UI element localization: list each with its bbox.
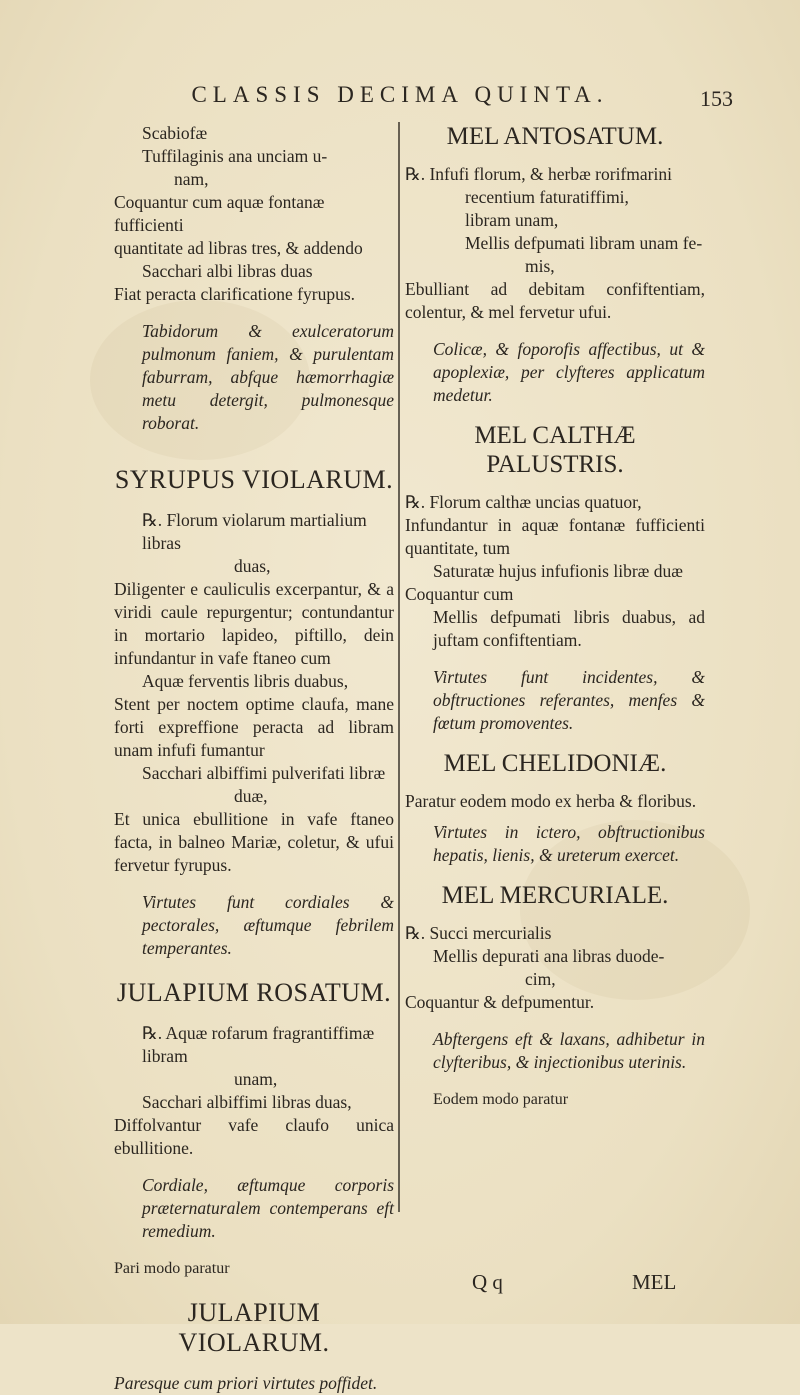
text-line: recentium faturatiffimi,	[465, 187, 629, 207]
section-title: MEL ANTOSATUM.	[446, 123, 664, 150]
text-line: Mellis depurati ana libras duode-	[433, 946, 665, 966]
section-title: MEL MERCURIALE.	[441, 882, 669, 909]
text-line: Et unica ebullitione in vafe ftaneo facta, in balneo Mariæ, coletur, & ufui fervetur fyrupus.	[114, 809, 394, 875]
virtue-paragraph: Abftergens eft & laxans, adhibetur in clyfteribus, & injectionibus uterinis.	[433, 1029, 705, 1072]
text-line: ℞. Aquæ rofarum fragrantiffimæ libram	[142, 1023, 375, 1066]
text-line: Sacchari albiffimi libras duas,	[142, 1092, 352, 1112]
virtue-paragraph: Virtutes funt incidentes, & obftructiones referantes, menfes & fœtum promoventes.	[433, 667, 705, 733]
text-line: Scabiofæ	[142, 123, 208, 143]
virtue-paragraph: Cordiale, æftumque corporis præternaturalem contemperans eft remedium.	[142, 1175, 394, 1241]
virtue-paragraph: Virtutes in ictero, obftructionibus hepatis, lienis, & ureterum exercet.	[433, 822, 705, 865]
text-line: duas,	[234, 556, 271, 576]
text-line: cim,	[525, 969, 556, 989]
text-line: quantitate ad libras tres, & addendo	[114, 238, 363, 258]
text-line: Coquantur cum	[405, 584, 514, 604]
text-line: Saturatæ hujus infufionis libræ duæ	[433, 561, 683, 581]
text-line: Coquantur & defpumentur.	[405, 992, 595, 1012]
text-line: mis,	[525, 256, 555, 276]
text-line: Ebulliant ad debitam confiftentiam, colentur, & mel fervetur ufui.	[405, 279, 705, 322]
text-line: Stent per noctem optime claufa, mane forti expreffione peracta ad libram unam infufi fumantur	[114, 694, 394, 760]
text-line: ℞. Infufi florum, & herbæ rorifmarini	[405, 164, 672, 184]
text-line: Mellis defpumati libris duabus, ad juftam confiftentiam.	[433, 607, 705, 650]
text-line: Paratur eodem modo ex herba & floribus.	[405, 791, 697, 811]
text-line: ℞. Succi mercurialis	[405, 923, 552, 943]
left-column	[114, 122, 394, 1395]
text-line: ℞. Florum violarum martialium libras	[142, 510, 367, 553]
catchword: MEL	[632, 1270, 677, 1294]
text-line: Pari modo paratur	[114, 1260, 230, 1277]
text-line: Infundantur in aquæ fontanæ fufficienti quantitate, tum	[405, 515, 705, 558]
right-column	[405, 122, 705, 1111]
text-line: Tuffilaginis ana unciam u-	[142, 146, 328, 166]
section-title: MEL CALTHÆ PALUSTRIS.	[474, 422, 636, 478]
page-number: 153	[700, 86, 733, 111]
text-line: duæ,	[234, 786, 268, 806]
virtue-paragraph: Tabidorum & exulceratorum pulmonum faniem, & purulentam faburram, abfque hæmorrhagiæ metu detergit, pulmonesque roborat.	[142, 321, 394, 433]
signature-mark: Q q	[472, 1270, 503, 1294]
text-line: libram unam,	[465, 210, 559, 230]
text-line: Sacchari albi libras duas	[142, 261, 313, 281]
text-line: Diligenter e cauliculis excerpantur, & a viridi caule repurgentur; contundantur in mortario lapideo, piftillo, dein infundantur in vafe ftaneo cum	[114, 579, 394, 668]
text-line: Mellis defpumati libram unam fe-	[465, 233, 703, 253]
text-line: Aquæ ferventis libris duabus,	[142, 671, 349, 691]
section-title: SYRUPUS VIOLARUM.	[114, 465, 394, 494]
virtue-paragraph: Paresque cum priori virtutes poffidet.	[114, 1373, 378, 1393]
text-line: Diffolvantur vafe claufo unica ebullitione.	[114, 1115, 394, 1158]
section-title: MEL CHELIDONIÆ.	[443, 750, 667, 777]
text-line: Sacchari albiffimi pulverifati libræ	[142, 763, 386, 783]
running-head: CLASSIS DECIMA QUINTA.	[191, 82, 609, 107]
text-line: unam,	[234, 1069, 278, 1089]
virtue-paragraph: Colicæ, & foporofis affectibus, ut & apoplexiæ, per clyfteres applicatum medetur.	[433, 339, 705, 405]
virtue-paragraph: Virtutes funt cordiales & pectorales, æftumque febrilem temperantes.	[142, 892, 394, 958]
section-title: JULAPIUM VIOLARUM.	[178, 1298, 330, 1357]
text-line: Fiat peracta clarificatione fyrupus.	[114, 284, 356, 304]
text-line: Coquantur cum aquæ fontanæ fufficienti	[114, 192, 325, 235]
section-title: JULAPIUM ROSATUM.	[116, 978, 392, 1007]
column-divider	[398, 122, 400, 1212]
text-line: nam,	[174, 169, 209, 189]
text-line: Eodem modo paratur	[433, 1091, 569, 1108]
text-line: ℞. Florum calthæ uncias quatuor,	[405, 492, 642, 512]
